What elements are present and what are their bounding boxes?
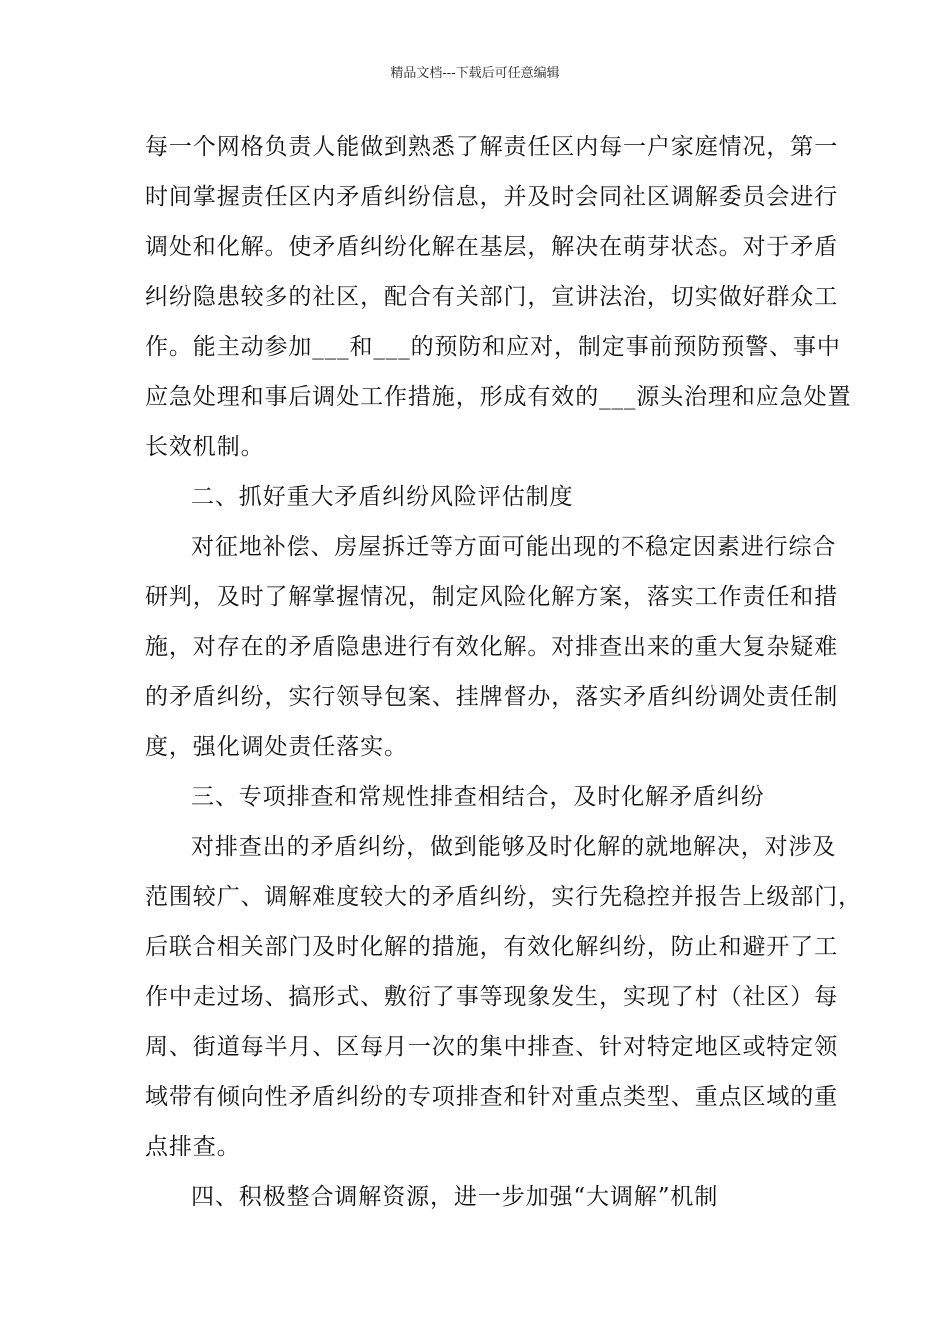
section-heading: 四、积极整合调解资源，进一步加强“大调解”机制 [191,1184,719,1210]
body-line: 对征地补偿、房屋拆迁等方面可能出现的不稳定因素进行综合 [191,534,837,560]
body-line: 对排查出的矛盾纠纷，做到能够及时化解的就地解决，对涉及 [191,834,837,860]
body-line: 研判，及时了解掌握情况，制定风险化解方案，落实工作责任和措 [145,584,839,610]
body-line: 的矛盾纠纷，实行领导包案、挂牌督办，落实矛盾纠纷调处责任制 [145,684,839,710]
body-line: 调处和化解。使矛盾纠纷化解在基层，解决在萌芽状态。对于矛盾 [145,234,839,260]
page-header: 精品文档---下载后可任意编辑 [390,66,560,81]
body-line: 范围较广、调解难度较大的矛盾纠纷，实行先稳控并报告上级部门， [145,884,862,910]
body-line: 度，强化调处责任落实。 [145,734,408,760]
body-line: 纠纷隐患较多的社区，配合有关部门，宣讲法治，切实做好群众工 [145,284,839,310]
body-line: 长效机制。 [145,434,265,460]
body-line: 每一个网格负责人能做到熟悉了解责任区内每一户家庭情况，第一 [145,134,839,160]
body-line: 周、街道每半月、区每月一次的集中排查、针对特定地区或特定领 [145,1034,839,1060]
body-line: 应急处理和事后调处工作措施，形成有效的___源头治理和应急处置 [145,384,852,410]
section-heading: 二、抓好重大矛盾纠纷风险评估制度 [191,484,574,510]
document-body [145,122,862,1222]
body-line: 点排查。 [145,1134,241,1160]
section-heading: 三、专项排查和常规性排查相结合，及时化解矛盾纠纷 [191,784,765,810]
body-line: 作中走过场、搞形式、敷衍了事等现象发生，实现了村（社区）每 [145,984,839,1010]
body-line: 域带有倾向性矛盾纠纷的专项排查和针对重点类型、重点区域的重 [145,1084,839,1110]
body-line: 作。能主动参加___和___的预防和应对，制定事前预防预警、事中 [145,334,841,360]
body-line: 后联合相关部门及时化解的措施，有效化解纠纷，防止和避开了工 [145,934,839,960]
body-line: 施，对存在的矛盾隐患进行有效化解。对排查出来的重大复杂疑难 [145,634,839,660]
body-line: 时间掌握责任区内矛盾纠纷信息，并及时会同社区调解委员会进行 [145,184,839,210]
